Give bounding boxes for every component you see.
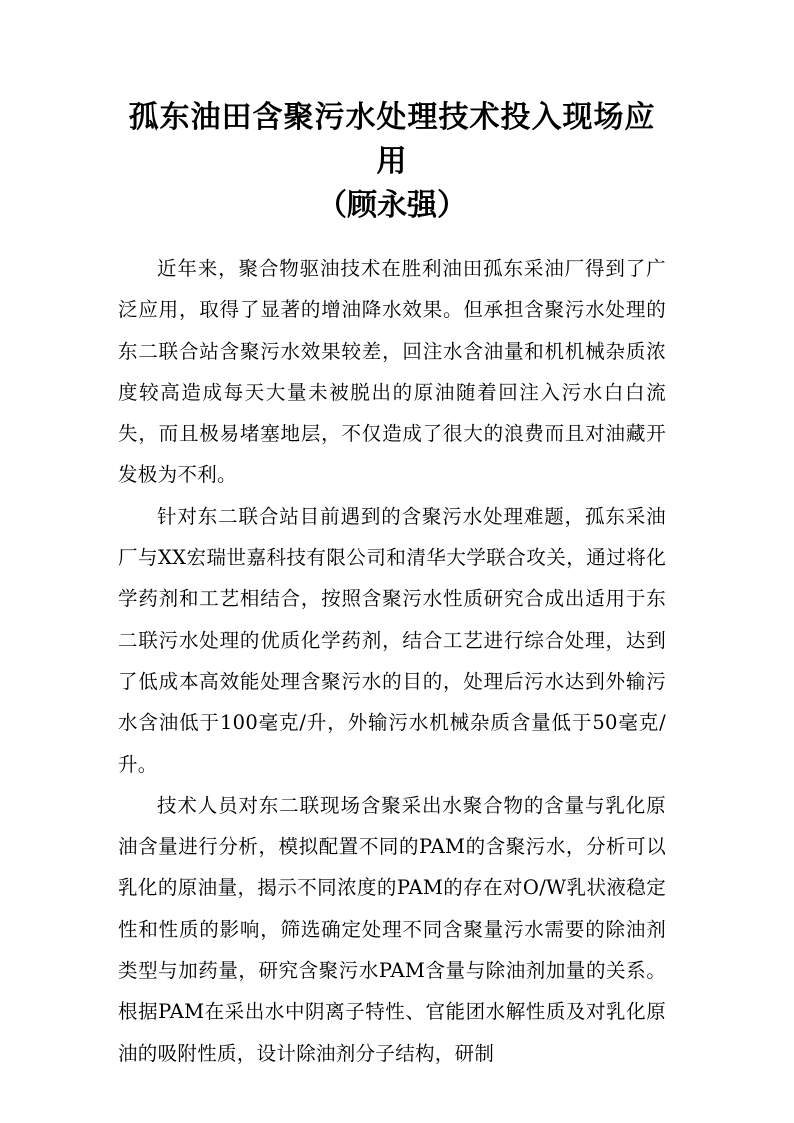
document-author: （顾永强） <box>317 188 467 223</box>
body-paragraph-2: 针对东二联合站目前遇到的含聚污水处理难题，孤东采油厂与XX宏瑞世嘉科技有限公司和清华大学联合攻关，通过将化学药剂和工艺相结合，按照含聚污水性质研究合成出适用于东二联污水处理的优质化学药剂，结合工艺进行综合处理，达到了低成本高效能处理含聚污水的目的，处理后污水达到外输污水含油低于100毫克/升，外输污水机械杂质含量低于50毫克/升。 <box>118 504 666 776</box>
document-title: 孤东油田含聚污水处理技术投入现场应用 <box>128 100 656 179</box>
body-paragraph-3: 技术人员对东二联现场含聚采出水聚合物的含量与乳化原油含量进行分析，模拟配置不同的PAM的含聚污水，分析可以乳化的原油量，揭示不同浓度的PAM的存在对O/W乳状液稳定性和性质的影响，筛选确定处理不同含聚量污水需要的除油剂类型与加药量，研究含聚污水PAM含量与除油剂加量的关系。根据PAM在采出水中阴离子特性、官能团水解性质及对乳化原油的吸附性质，设计除油剂分子结构，研制 <box>118 793 666 1065</box>
body-paragraph-1: 近年来，聚合物驱油技术在胜利油田孤东采油厂得到了广泛应用，取得了显著的增油降水效果。但承担含聚污水处理的东二联合站含聚污水效果较差，回注水含油量和机机械杂质浓度较高造成每天大量未被脱出的原油随着回注入污水白白流失，而且极易堵塞地层，不仅造成了很大的浪费而且对油藏开发极为不利。 <box>118 257 666 487</box>
